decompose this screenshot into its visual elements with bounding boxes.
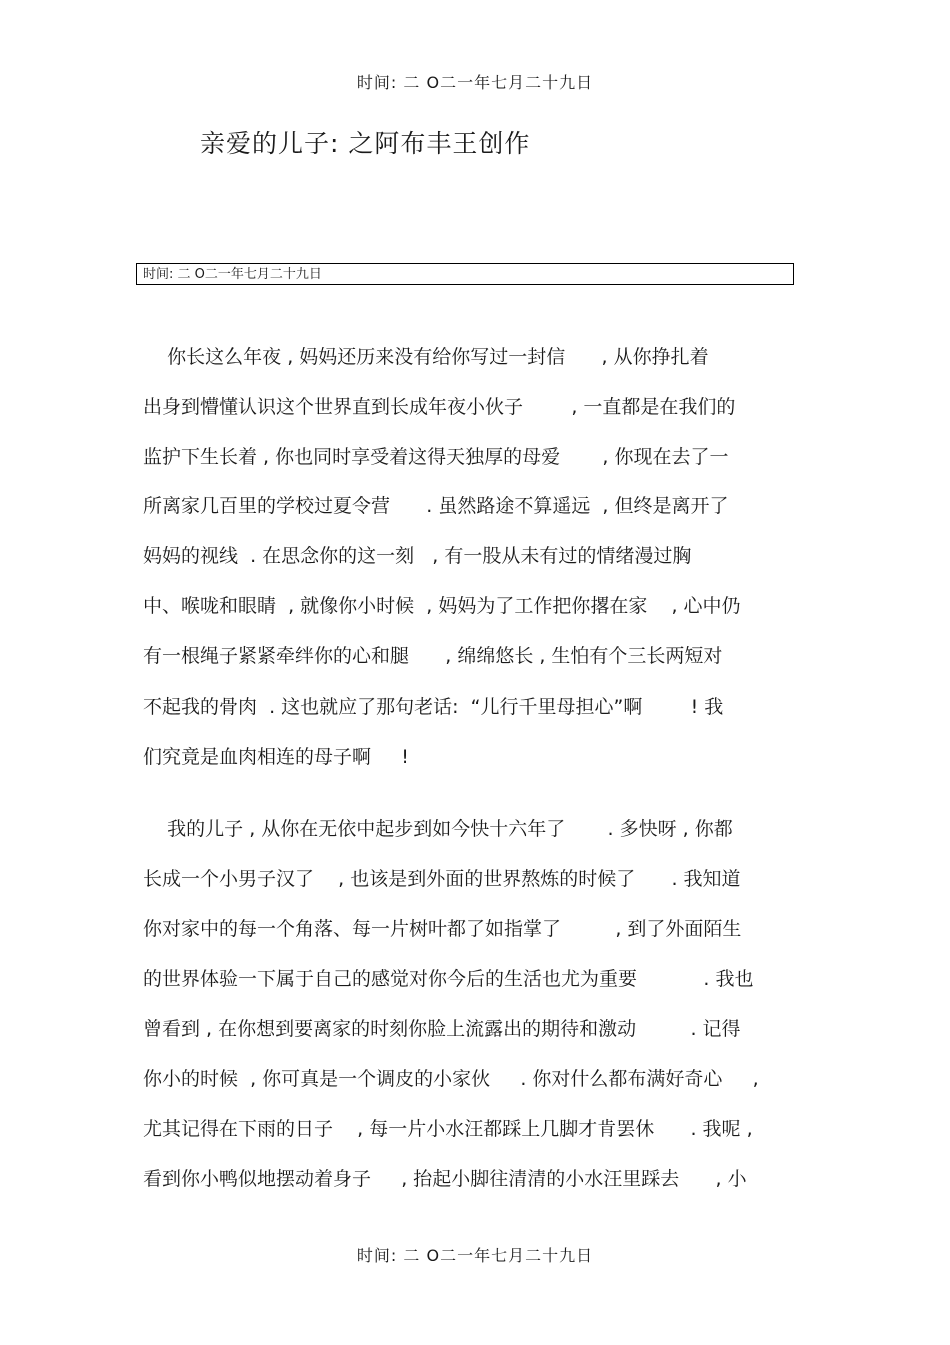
body-line: 长成一个小男子汉了 , 也该是到外面的世界熬炼的时候了 . 我知道: [143, 868, 741, 890]
body-line: 你对家中的每一个角落、每一片树叶都了如指掌了 , 到了外面陌生: [143, 918, 742, 940]
date-box: 时间: 二 O二一年七月二十九日: [136, 263, 794, 285]
footer-date: 时间: 二 O二一年七月二十九日: [356, 1246, 594, 1265]
body-line: 们究竟是血肉相连的母子啊 !: [143, 746, 409, 768]
body-line: 你小的时候 , 你可真是一个调皮的小家伙 . 你对什么都布满好奇心 ,: [143, 1068, 759, 1090]
body-line: 的世界体验一下属于自己的感觉对你今后的生活也尤为重要 . 我也: [143, 968, 754, 990]
body-line: 不起我的骨肉 . 这也就应了那句老话: “儿行千里母担心”啊 ! 我: [143, 696, 724, 718]
body-line: 出身到懵懂认识这个世界直到长成年夜小伙子 , 一直都是在我们的: [143, 396, 736, 418]
body-line: 尤其记得在下雨的日子 , 每一片小水汪都踩上几脚才肯罢休 . 我呢 ,: [143, 1118, 753, 1140]
body-line: 曾看到 , 在你想到要离家的时刻你脸上流露出的期待和激动 . 记得: [143, 1018, 741, 1040]
body-line: 我的儿子 , 从你在无依中起步到如今快十六年了 . 多快呀 , 你都: [143, 818, 733, 840]
body-line: 中、喉咙和眼睛 , 就像你小时候 , 妈妈为了工作把你撂在家 , 心中仍: [143, 595, 741, 617]
body-line: 所离家几百里的学校过夏令营 . 虽然路途不算遥远 , 但终是离开了: [143, 495, 729, 517]
letter-title: 亲爱的儿子: 之阿布丰王创作: [200, 129, 531, 158]
header-date: 时间: 二 O二一年七月二十九日: [356, 73, 594, 92]
body-line: 妈妈的视线 . 在思念你的这一刻 , 有一股从未有过的情绪漫过胸: [143, 545, 692, 567]
body-line: 你长这么年夜 , 妈妈还历来没有给你写过一封信 , 从你挣扎着: [143, 346, 709, 368]
body-line: 有一根绳子紧紧牵绊你的心和腿 , 绵绵悠长 , 生怕有个三长两短对: [143, 645, 723, 667]
body-line: 监护下生长着 , 你也同时享受着这得天独厚的母爱 , 你现在去了一: [143, 446, 729, 468]
body-line: 看到你小鸭似地摆动着身子 , 抬起小脚往清清的小水汪里踩去 , 小: [143, 1168, 747, 1190]
